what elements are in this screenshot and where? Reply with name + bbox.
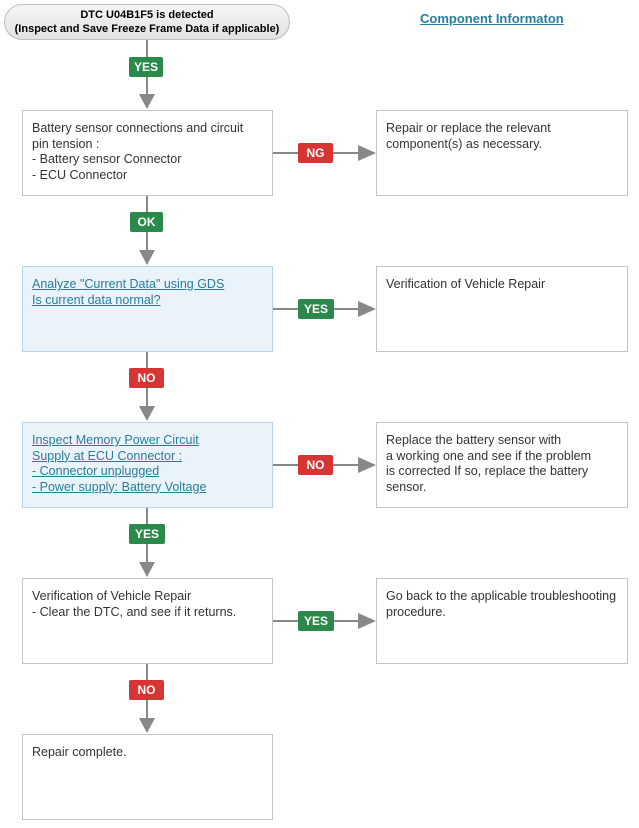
start-instruction-text: (Inspect and Save Freeze Frame Data if applicable)	[14, 23, 280, 35]
ecu-connector-supply-link[interactable]: Supply at ECU Connector :	[32, 448, 183, 463]
arrowhead-down	[139, 718, 155, 733]
step1-line: Battery sensor connections and circuit	[32, 121, 244, 135]
step1-result-line: Repair or replace the relevant	[386, 121, 551, 135]
arrowhead-right	[358, 301, 376, 317]
step1-result-line: component(s) as necessary.	[386, 136, 543, 151]
step1-line: - Battery sensor Connector	[32, 152, 182, 166]
arrowhead-right	[358, 457, 376, 473]
step3-result-line: is corrected If so, replace the battery	[386, 464, 589, 478]
step3-result-box	[376, 422, 628, 508]
step1-result-box	[376, 110, 628, 196]
start-node	[4, 4, 290, 40]
arrowhead-down	[139, 406, 155, 421]
step2-no-badge: NO	[129, 368, 164, 388]
step4-yes-badge: YES	[298, 611, 334, 631]
final-line: Repair complete.	[32, 745, 127, 759]
start-yes-badge: YES	[129, 57, 163, 77]
step3-result-line: sensor.	[386, 479, 427, 494]
step4-no-badge: NO	[129, 680, 164, 700]
step4-result-line: procedure.	[386, 604, 446, 619]
arrowhead-right	[358, 145, 376, 161]
arrowhead-down	[139, 94, 155, 109]
arrowhead-down	[139, 562, 155, 577]
step1-line: pin tension :	[32, 136, 100, 151]
step3-box	[22, 422, 273, 508]
final-box	[22, 734, 273, 820]
step2-yes-badge: YES	[298, 299, 334, 319]
arrowhead-down	[139, 250, 155, 265]
step4-line: - Clear the DTC, and see if it returns.	[32, 604, 237, 619]
analyze-current-data-link[interactable]: Analyze "Current Data" using GDS	[32, 277, 225, 291]
step4-result-box	[376, 578, 628, 664]
step3-no-badge: NO	[298, 455, 333, 475]
step1-ok-badge: OK	[130, 212, 163, 232]
current-data-normal-link[interactable]: Is current data normal?	[32, 292, 161, 307]
component-information-link[interactable]: Component Informaton	[420, 11, 564, 26]
step3-result-line: Replace the battery sensor with	[386, 433, 562, 447]
step2-result-line: Verification of Vehicle Repair	[386, 277, 546, 291]
step4-line: Verification of Vehicle Repair	[32, 589, 192, 603]
step2-box	[22, 266, 273, 352]
connector-unplugged-link[interactable]: - Connector unplugged	[32, 464, 160, 478]
step3-yes-badge: YES	[129, 524, 165, 544]
step3-result-line: a working one and see if the problem	[386, 448, 591, 463]
step4-result-line: Go back to the applicable troubleshooting	[386, 589, 617, 603]
arrowhead-right	[358, 613, 376, 629]
step1-line: - ECU Connector	[32, 167, 128, 182]
power-supply-link[interactable]: - Power supply: Battery Voltage	[32, 479, 207, 494]
inspect-memory-power-link[interactable]: Inspect Memory Power Circuit	[32, 433, 199, 447]
step1-box	[22, 110, 273, 196]
step4-box	[22, 578, 273, 664]
start-dtc-text: DTC U04B1F5 is detected	[80, 9, 214, 21]
step1-ng-badge: NG	[298, 143, 333, 163]
step2-result-box	[376, 266, 628, 352]
